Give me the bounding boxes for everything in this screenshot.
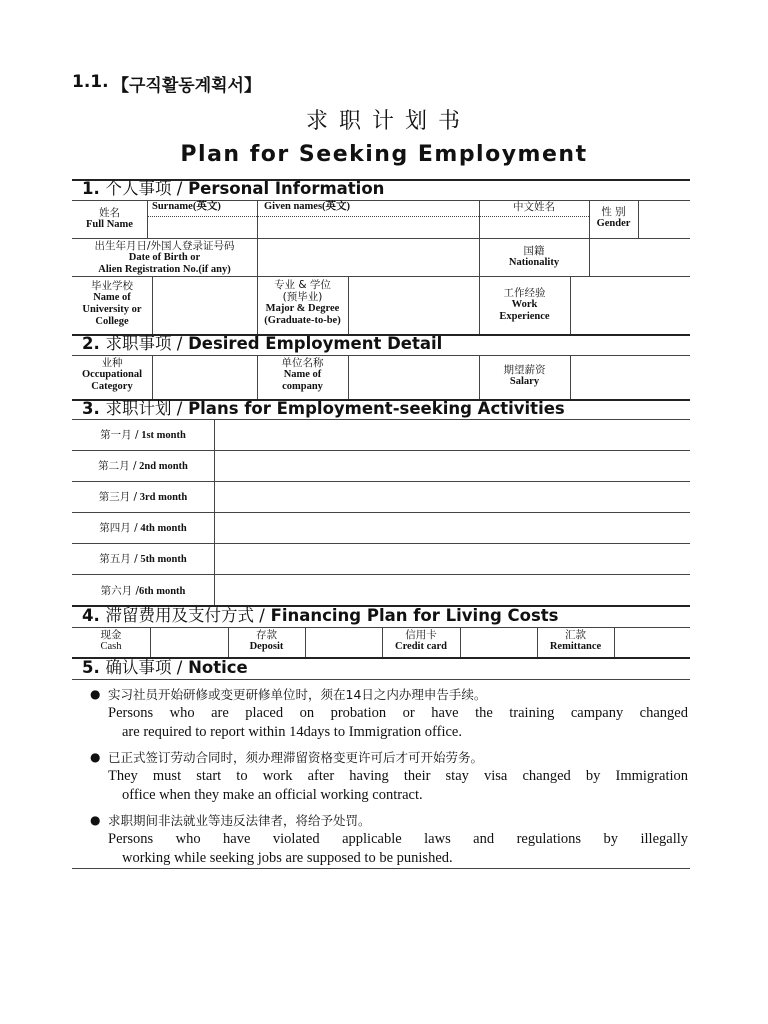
- english-title: Plan for Seeking Employment: [180, 142, 588, 167]
- bullet-icon: ●: [90, 687, 101, 701]
- section-4-en: Financing Plan for Living Costs: [270, 606, 559, 625]
- notice-3-zh: 求职期间非法就业等违反法律者，将给予处罚。: [108, 813, 371, 828]
- section-number: 1.1.: [72, 72, 109, 92]
- nationality-zh: 国籍: [523, 245, 545, 257]
- month-1-zh: 第一月 /: [100, 429, 139, 441]
- university-en-line3: College: [95, 316, 129, 327]
- occupation-zh: 业种: [101, 357, 123, 369]
- month-row-1: [72, 427, 214, 442]
- surname-label: Surname(英文): [152, 201, 221, 212]
- full-name-label: [72, 207, 147, 231]
- notice-2-en: [108, 767, 688, 805]
- month-4-en: 4th month: [140, 523, 187, 534]
- remittance-label: [537, 629, 614, 653]
- cash-en: Cash: [100, 641, 122, 652]
- rule: [72, 419, 690, 420]
- salary-en: Salary: [509, 376, 540, 387]
- university-label: [72, 280, 152, 328]
- gender-zh: 性 别: [601, 206, 626, 218]
- month-5-en: 5th month: [140, 554, 187, 565]
- salary-label: [479, 364, 570, 388]
- month-6-zh: 第六月 /: [100, 585, 139, 597]
- rule: [72, 512, 690, 513]
- dob-en-line2: Alien Registration No.(if any): [98, 264, 231, 275]
- section-2-zh: 求职事项 /: [105, 334, 183, 353]
- work-experience-label: [479, 287, 570, 323]
- university-en-line2: University or: [82, 304, 142, 315]
- major-zh-line1: 专业 & 学位: [274, 279, 331, 291]
- section-2-number: 2.: [82, 334, 100, 353]
- grid-line: [638, 200, 639, 238]
- section-3-number: 3.: [82, 399, 100, 418]
- grid-line: [589, 238, 590, 276]
- month-3-zh: 第三月 /: [98, 491, 138, 503]
- deposit-en: Deposit: [249, 641, 284, 652]
- nationality-label: [479, 245, 589, 269]
- occupation-label: [72, 357, 152, 393]
- company-en-line1: Name of: [283, 369, 322, 380]
- major-en-line2: (Graduate-to-be): [264, 315, 341, 326]
- chinese-name-label: [479, 201, 589, 214]
- month-row-3: [72, 489, 214, 504]
- cash-zh: 现金: [100, 629, 122, 641]
- rule: [72, 450, 690, 451]
- rule: [72, 276, 690, 277]
- university-zh: 毕业学校: [91, 280, 133, 292]
- section-5-heading: [82, 658, 248, 678]
- credit-card-label: [382, 629, 460, 653]
- occupation-en-line2: Category: [91, 381, 133, 392]
- major-label: [257, 279, 348, 327]
- chinese-title: 求 职 计 划 书: [306, 109, 462, 134]
- nationality-en: Nationality: [508, 257, 560, 268]
- grid-line: [147, 200, 148, 238]
- section-1-number: 1.: [82, 179, 100, 198]
- section-5-number: 5.: [82, 658, 100, 677]
- work-en-line2: Experience: [499, 311, 550, 322]
- grid-line: [305, 627, 306, 657]
- credit-card-zh: 信用卡: [405, 629, 437, 641]
- dob-en-line1: Date of Birth or: [128, 252, 201, 263]
- section-2-en: Desired Employment Detail: [188, 334, 443, 353]
- credit-card-en: Credit card: [394, 641, 447, 652]
- chinese-name-zh: 中文姓名: [513, 201, 555, 213]
- section-1-zh: 个人事项 /: [105, 179, 183, 198]
- rule: [72, 543, 690, 544]
- notice-1-en-line1: Persons who are placed on probation or have the training campany changed: [108, 705, 688, 721]
- rule: [72, 574, 690, 575]
- section-3-heading: [82, 399, 565, 419]
- section-1-heading: [82, 179, 384, 199]
- section-5-en: Notice: [188, 658, 248, 677]
- given-names-label: Given names(英文): [264, 201, 351, 212]
- section-4-zh: 滞留费用及支付方式 /: [105, 606, 265, 625]
- month-row-5: [72, 551, 214, 566]
- grid-line: [152, 355, 153, 399]
- month-6-en: 6th month: [139, 586, 186, 597]
- deposit-label: [228, 629, 305, 653]
- salary-zh: 期望薪资: [503, 364, 546, 376]
- korean-title: 【구직활동계획서】: [112, 76, 261, 96]
- notice-2-en-line2: office when they make an official working contract.: [122, 787, 423, 803]
- work-zh: 工作经验: [503, 287, 546, 299]
- grid-line: [152, 276, 153, 334]
- dob-zh: 出生年月日/外国人登录证号码: [94, 240, 235, 252]
- month-2-zh: 第二月 /: [98, 460, 137, 472]
- section-3-zh: 求职计划 /: [105, 399, 183, 418]
- notice-2-zh: 已正式签订劳动合同时，须办理滞留资格变更许可后才可开始劳务。: [108, 750, 484, 765]
- full-name-en: Full Name: [86, 219, 133, 230]
- cash-label: [72, 629, 150, 653]
- rule: [72, 679, 690, 680]
- notice-1-en-line2: are required to report within 14days to Immigration office.: [122, 724, 462, 740]
- notice-1-en: [108, 704, 688, 742]
- grid-line: [348, 355, 349, 399]
- grid-line: [614, 627, 615, 657]
- notice-3-en-line1: Persons who have violated applicable laws and regulations by illegally: [108, 831, 688, 847]
- rule: [72, 355, 690, 356]
- company-en-line2: company: [282, 381, 323, 392]
- remittance-en: Remittance: [549, 641, 602, 652]
- month-3-en: 3rd month: [139, 492, 188, 503]
- section-3-en: Plans for Employment-seeking Activities: [188, 399, 565, 418]
- bullet-icon: ●: [90, 813, 101, 827]
- notice-2-en-line1: They must start to work after having their stay visa changed by Immigration: [108, 768, 688, 784]
- gender-label: [589, 206, 638, 230]
- grid-line: [257, 200, 258, 238]
- section-5-zh: 确认事项 /: [105, 658, 183, 677]
- major-zh-line2: (预毕业): [282, 291, 323, 303]
- notice-3-en-line2: working while seeking jobs are supposed to be punished.: [122, 850, 453, 866]
- month-4-zh: 第四月 /: [99, 522, 138, 534]
- work-en-line1: Work: [511, 299, 538, 310]
- section-2-heading: [82, 334, 442, 354]
- company-zh: 单位名称: [281, 357, 324, 369]
- month-1-en: 1st month: [141, 430, 186, 441]
- rule: [147, 216, 589, 217]
- company-label: [257, 357, 348, 393]
- dob-label: [72, 240, 257, 276]
- remittance-zh: 汇款: [565, 629, 586, 641]
- major-en-line1: Major & Degree: [265, 303, 340, 314]
- section-1-en: Personal Information: [188, 179, 385, 198]
- month-5-zh: 第五月 /: [99, 553, 138, 565]
- month-row-4: [72, 520, 214, 535]
- occupation-en-line1: Occupational: [81, 369, 143, 380]
- rule: [72, 481, 690, 482]
- full-name-zh: 姓名: [99, 207, 120, 219]
- month-row-2: [72, 458, 214, 473]
- notice-1-zh: 实习社员开始研修或变更研修单位时，须在14日之内办理申告手续。: [108, 687, 487, 702]
- grid-line: [570, 276, 571, 334]
- section-4-heading: [82, 606, 558, 626]
- month-row-6: [72, 583, 214, 598]
- grid-line: [348, 276, 349, 334]
- notice-3-en: [108, 830, 688, 868]
- deposit-zh: 存款: [256, 629, 277, 641]
- grid-line: [570, 355, 571, 399]
- section-4-number: 4.: [82, 606, 100, 625]
- bullet-icon: ●: [90, 750, 101, 764]
- rule: [72, 238, 690, 239]
- gender-en: Gender: [596, 218, 631, 229]
- month-2-en: 2nd month: [139, 461, 188, 472]
- grid-line: [150, 627, 151, 657]
- university-en-line1: Name of: [93, 292, 131, 303]
- grid-line: [460, 627, 461, 657]
- grid-line: [257, 238, 258, 276]
- rule: [72, 627, 690, 628]
- rule: [72, 868, 690, 869]
